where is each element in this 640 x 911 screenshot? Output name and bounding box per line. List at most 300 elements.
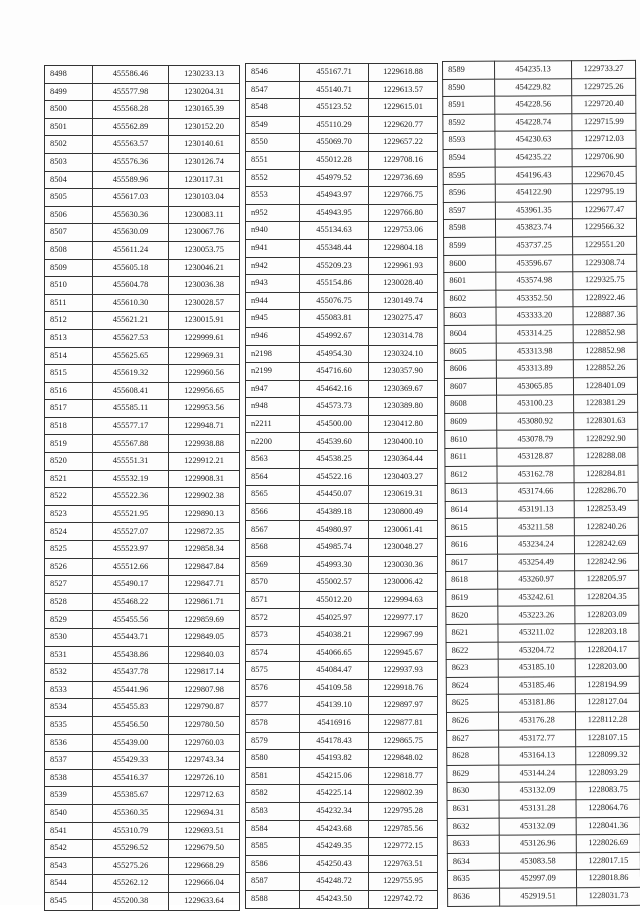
y-coordinate-cell: 1229945.67 — [369, 644, 438, 662]
point-id-cell: 8531 — [45, 646, 93, 664]
y-coordinate-cell: 1229802.39 — [369, 785, 438, 803]
table-row — [45, 558, 240, 576]
y-coordinate-cell: 1228017.15 — [576, 852, 640, 870]
table-row — [246, 644, 438, 662]
x-coordinate-cell: 455002.57 — [300, 574, 369, 592]
x-coordinate-cell: 455551.31 — [93, 453, 169, 471]
table-row — [447, 852, 640, 871]
table-row — [444, 271, 637, 290]
point-id-cell: 8580 — [246, 750, 300, 768]
y-coordinate-cell: 1228852.98 — [573, 324, 637, 342]
x-coordinate-cell: 455608.41 — [93, 382, 169, 400]
point-id-cell: 8577 — [246, 697, 300, 715]
table-row — [246, 363, 438, 381]
x-coordinate-cell: 455568.28 — [93, 101, 169, 119]
x-coordinate-cell: 454943.97 — [300, 187, 369, 205]
point-id-cell: 8534 — [45, 699, 93, 717]
point-id-cell: 8624 — [446, 677, 498, 695]
table-row — [444, 342, 637, 361]
point-id-cell: 8568 — [246, 539, 300, 557]
y-coordinate-cell: 1230357.90 — [369, 363, 438, 381]
x-coordinate-cell: 454243.68 — [300, 820, 369, 838]
y-coordinate-cell: 1229847.84 — [169, 558, 240, 576]
table-row — [45, 470, 240, 488]
x-coordinate-cell: 455456.50 — [93, 716, 169, 734]
point-id-cell: 8538 — [45, 769, 93, 787]
table-row — [45, 681, 240, 699]
point-id-cell: n2198 — [246, 345, 300, 363]
y-coordinate-cell: 1229847.71 — [169, 576, 240, 594]
x-coordinate-cell: 455296.52 — [93, 840, 169, 858]
table-row — [45, 136, 240, 154]
y-coordinate-cell: 1230015.91 — [169, 312, 240, 330]
x-coordinate-cell: 455512.66 — [93, 558, 169, 576]
y-coordinate-cell: 1229877.81 — [369, 714, 438, 732]
x-coordinate-cell: 455443.71 — [93, 629, 169, 647]
y-coordinate-cell: 1228852.26 — [573, 359, 637, 377]
point-id-cell: 8579 — [246, 732, 300, 750]
table-row — [45, 294, 240, 312]
x-coordinate-cell: 455262.12 — [93, 875, 169, 893]
x-coordinate-cell: 455625.65 — [93, 347, 169, 365]
x-coordinate-cell: 454139.10 — [300, 697, 369, 715]
table-row — [45, 83, 240, 101]
point-id-cell: 8605 — [444, 343, 496, 361]
point-id-cell: 8582 — [246, 785, 300, 803]
point-id-cell: 8518 — [45, 417, 93, 435]
y-coordinate-cell: 1230403.27 — [369, 468, 438, 486]
table-row — [45, 66, 240, 84]
x-coordinate-cell: 453242.61 — [498, 589, 575, 607]
table-row — [246, 257, 438, 275]
point-id-cell: 8588 — [246, 890, 300, 908]
point-id-cell: 8583 — [246, 802, 300, 820]
point-id-cell: 8613 — [445, 483, 497, 501]
y-coordinate-cell: 1229712.03 — [572, 131, 636, 149]
point-id-cell: 8574 — [246, 644, 300, 662]
point-id-cell: 8528 — [45, 593, 93, 611]
y-coordinate-cell: 1230053.75 — [169, 241, 240, 259]
point-id-cell: 8500 — [45, 101, 93, 119]
x-coordinate-cell: 454235.13 — [495, 61, 572, 79]
table-row — [443, 166, 636, 185]
table-row — [246, 398, 438, 416]
x-coordinate-cell: 454215.06 — [300, 767, 369, 785]
x-coordinate-cell: 455348.44 — [300, 239, 369, 257]
table-row — [445, 412, 638, 431]
x-coordinate-cell: 453204.72 — [498, 641, 575, 659]
table-row — [45, 206, 240, 224]
x-coordinate-cell: 454025.97 — [300, 609, 369, 627]
point-id-cell: 8630 — [447, 783, 499, 801]
x-coordinate-cell: 455439.00 — [93, 734, 169, 752]
table-row — [246, 292, 438, 310]
x-coordinate-cell: 454066.65 — [300, 644, 369, 662]
point-id-cell: 8570 — [246, 574, 300, 592]
table-row — [45, 804, 240, 822]
x-coordinate-cell: 454500.00 — [300, 415, 369, 433]
x-coordinate-cell: 455416.37 — [93, 769, 169, 787]
point-id-cell: 8499 — [45, 83, 93, 101]
point-id-cell: 8540 — [45, 804, 93, 822]
y-coordinate-cell: 1228922.46 — [573, 289, 637, 307]
x-coordinate-cell: 455455.56 — [93, 611, 169, 629]
point-id-cell: 8621 — [446, 624, 498, 642]
x-coordinate-cell: 453181.86 — [498, 694, 575, 712]
point-id-cell: 8524 — [45, 523, 93, 541]
y-coordinate-cell: 1229613.57 — [369, 81, 438, 99]
table-row — [45, 241, 240, 259]
table-row — [45, 787, 240, 805]
x-coordinate-cell: 45416916 — [300, 714, 369, 732]
table-row — [246, 64, 438, 82]
x-coordinate-cell: 453065.85 — [496, 377, 573, 395]
x-coordinate-cell: 453313.89 — [496, 360, 573, 378]
y-coordinate-cell: 1229961.93 — [369, 257, 438, 275]
table-row — [246, 222, 438, 240]
y-coordinate-cell: 1229967.99 — [369, 627, 438, 645]
y-coordinate-cell: 1229795.28 — [369, 802, 438, 820]
y-coordinate-cell: 1229620.77 — [369, 116, 438, 134]
table-row — [45, 840, 240, 858]
x-coordinate-cell: 455209.23 — [300, 257, 369, 275]
table-row — [45, 224, 240, 242]
y-coordinate-cell: 1228286.70 — [574, 483, 638, 501]
point-id-cell: 8615 — [445, 519, 497, 537]
point-id-cell: 8567 — [246, 521, 300, 539]
y-coordinate-cell: 1230204.31 — [169, 83, 240, 101]
table-row — [246, 556, 438, 574]
y-coordinate-cell: 1229693.51 — [169, 822, 240, 840]
point-id-cell: n952 — [246, 204, 300, 222]
point-id-cell: 8553 — [246, 187, 300, 205]
x-coordinate-cell: 454389.18 — [300, 503, 369, 521]
x-coordinate-cell: 453080.92 — [497, 413, 574, 431]
x-coordinate-cell: 455437.78 — [93, 664, 169, 682]
point-id-cell: 8569 — [246, 556, 300, 574]
point-id-cell: 8625 — [446, 695, 498, 713]
y-coordinate-cell: 1230314.78 — [369, 327, 438, 345]
x-coordinate-cell: 453352.50 — [496, 289, 573, 307]
x-coordinate-cell: 453313.98 — [496, 342, 573, 360]
table-row — [448, 887, 640, 906]
table-row — [246, 785, 438, 803]
y-coordinate-cell: 1229760.03 — [169, 734, 240, 752]
table-row — [45, 752, 240, 770]
y-coordinate-cell: 1228887.36 — [573, 307, 637, 325]
x-coordinate-cell: 455610.30 — [93, 294, 169, 312]
point-id-cell: 8508 — [45, 241, 93, 259]
point-id-cell: 8620 — [446, 607, 498, 625]
table-row — [246, 415, 438, 433]
y-coordinate-cell: 1229677.47 — [572, 201, 636, 219]
x-coordinate-cell: 453823.74 — [495, 219, 572, 237]
point-id-cell: 8581 — [246, 767, 300, 785]
x-coordinate-cell: 455167.71 — [300, 64, 369, 82]
y-coordinate-cell: 1228194.99 — [575, 676, 639, 694]
y-coordinate-cell: 1229937.93 — [369, 662, 438, 680]
table-row — [45, 118, 240, 136]
x-coordinate-cell: 453132.09 — [499, 782, 576, 800]
x-coordinate-cell: 455577.98 — [93, 83, 169, 101]
point-id-cell: 8515 — [45, 365, 93, 383]
point-id-cell: 8551 — [246, 151, 300, 169]
table-row — [446, 571, 639, 590]
table-row — [443, 96, 636, 115]
x-coordinate-cell: 455012.20 — [300, 591, 369, 609]
x-coordinate-cell: 453574.98 — [496, 272, 573, 290]
table-row — [445, 465, 638, 484]
x-coordinate-cell: 452919.51 — [500, 888, 577, 906]
y-coordinate-cell: 1228112.28 — [575, 711, 639, 729]
coordinate-table-3 — [442, 60, 640, 907]
x-coordinate-cell: 455562.89 — [93, 118, 169, 136]
y-coordinate-cell: 1230030.36 — [369, 556, 438, 574]
x-coordinate-cell: 455589.96 — [93, 171, 169, 189]
point-id-cell: 8604 — [444, 325, 496, 343]
y-coordinate-cell: 1228083.75 — [576, 782, 640, 800]
point-id-cell: 8511 — [45, 294, 93, 312]
table-row — [444, 324, 637, 343]
point-id-cell: n947 — [246, 380, 300, 398]
point-id-cell: 8618 — [446, 571, 498, 589]
y-coordinate-cell: 1229772.15 — [369, 838, 438, 856]
point-id-cell: 8526 — [45, 558, 93, 576]
x-coordinate-cell: 453083.58 — [499, 852, 576, 870]
table-row — [246, 169, 438, 187]
x-coordinate-cell: 455083.81 — [300, 310, 369, 328]
x-coordinate-cell: 455521.95 — [93, 505, 169, 523]
x-coordinate-cell: 455429.33 — [93, 752, 169, 770]
table-row — [447, 782, 640, 801]
y-coordinate-cell: 1229720.40 — [572, 96, 636, 114]
point-id-cell: 8584 — [246, 820, 300, 838]
y-coordinate-cell: 1229818.77 — [369, 767, 438, 785]
table-row — [45, 189, 240, 207]
y-coordinate-cell: 1229726.10 — [169, 769, 240, 787]
x-coordinate-cell: 453185.10 — [498, 659, 575, 677]
table-row — [246, 767, 438, 785]
y-coordinate-cell: 1228381.29 — [574, 395, 638, 413]
point-id-cell: 8542 — [45, 840, 93, 858]
point-id-cell: 8631 — [447, 800, 499, 818]
point-id-cell: 8544 — [45, 875, 93, 893]
y-coordinate-cell: 1229668.29 — [169, 857, 240, 875]
table-row — [246, 855, 438, 873]
point-id-cell: 8591 — [443, 96, 495, 114]
x-coordinate-cell: 454642.16 — [300, 380, 369, 398]
x-coordinate-cell: 454980.97 — [300, 521, 369, 539]
table-row — [246, 521, 438, 539]
y-coordinate-cell: 1228203.18 — [575, 623, 639, 641]
point-id-cell: 8612 — [445, 466, 497, 484]
y-coordinate-cell: 1229657.22 — [369, 134, 438, 152]
y-coordinate-cell: 1229861.71 — [169, 593, 240, 611]
table-row — [444, 359, 637, 378]
table-row — [445, 535, 638, 554]
table-row — [246, 873, 438, 891]
y-coordinate-cell: 1228242.69 — [574, 535, 638, 553]
point-id-cell: n942 — [246, 257, 300, 275]
point-id-cell: 8587 — [246, 873, 300, 891]
x-coordinate-cell: 455110.29 — [300, 116, 369, 134]
coordinate-table-1 — [44, 65, 240, 911]
x-coordinate-cell: 454716.60 — [300, 363, 369, 381]
table-row — [446, 694, 639, 713]
y-coordinate-cell: 1229859.69 — [169, 611, 240, 629]
x-coordinate-cell: 453260.97 — [498, 571, 575, 589]
point-id-cell: 8603 — [444, 307, 496, 325]
y-coordinate-cell: 1229780.50 — [169, 716, 240, 734]
point-id-cell: 8529 — [45, 611, 93, 629]
y-coordinate-cell: 1229785.56 — [369, 820, 438, 838]
table-row — [45, 435, 240, 453]
point-id-cell: 8628 — [447, 747, 499, 765]
x-coordinate-cell: 455123.52 — [300, 99, 369, 117]
x-coordinate-cell: 455310.79 — [93, 822, 169, 840]
point-id-cell: 8609 — [445, 413, 497, 431]
x-coordinate-cell: 453185.46 — [498, 676, 575, 694]
point-id-cell: 8632 — [447, 818, 499, 836]
x-coordinate-cell: 455563.57 — [93, 136, 169, 154]
point-id-cell: 8550 — [246, 134, 300, 152]
coordinate-table-2 — [245, 63, 438, 909]
x-coordinate-cell: 454573.73 — [300, 398, 369, 416]
table-row — [246, 433, 438, 451]
x-coordinate-cell: 455621.21 — [93, 312, 169, 330]
point-id-cell: 8611 — [445, 448, 497, 466]
table-row — [45, 629, 240, 647]
table-row — [45, 101, 240, 119]
point-id-cell: 8623 — [446, 659, 498, 677]
y-coordinate-cell: 1229858.34 — [169, 541, 240, 559]
y-coordinate-cell: 1230400.10 — [369, 433, 438, 451]
point-id-cell: 8552 — [246, 169, 300, 187]
point-id-cell: 8501 — [45, 118, 93, 136]
y-coordinate-cell: 1229817.14 — [169, 664, 240, 682]
table-row — [246, 890, 438, 908]
x-coordinate-cell: 455069.70 — [300, 134, 369, 152]
point-id-cell: 8503 — [45, 153, 93, 171]
x-coordinate-cell: 455585.11 — [93, 400, 169, 418]
x-coordinate-cell: 454993.30 — [300, 556, 369, 574]
point-id-cell: n945 — [246, 310, 300, 328]
x-coordinate-cell: 454522.16 — [300, 468, 369, 486]
y-coordinate-cell: 1229763.51 — [369, 855, 438, 873]
x-coordinate-cell: 455455.83 — [93, 699, 169, 717]
x-coordinate-cell: 455438.86 — [93, 646, 169, 664]
table-row — [246, 697, 438, 715]
table-row — [445, 500, 638, 519]
x-coordinate-cell: 453234.24 — [497, 536, 574, 554]
point-id-cell: 8596 — [443, 184, 495, 202]
y-coordinate-cell: 1228204.17 — [575, 641, 639, 659]
table-row — [45, 699, 240, 717]
point-id-cell: 8516 — [45, 382, 93, 400]
y-coordinate-cell: 1229948.71 — [169, 417, 240, 435]
y-coordinate-cell: 1229790.87 — [169, 699, 240, 717]
point-id-cell: 8506 — [45, 206, 93, 224]
table-row — [45, 382, 240, 400]
point-id-cell: 8572 — [246, 609, 300, 627]
y-coordinate-cell: 1229733.27 — [572, 60, 636, 78]
point-id-cell: n940 — [246, 222, 300, 240]
point-id-cell: 8513 — [45, 329, 93, 347]
table-row — [246, 151, 438, 169]
y-coordinate-cell: 1229912.21 — [169, 453, 240, 471]
y-coordinate-cell: 1229633.64 — [169, 892, 240, 910]
table-row — [443, 131, 636, 150]
x-coordinate-cell: 455468.22 — [93, 593, 169, 611]
y-coordinate-cell: 1229712.63 — [169, 787, 240, 805]
y-coordinate-cell: 1228107.15 — [576, 729, 640, 747]
point-id-cell: 8619 — [446, 589, 498, 607]
y-coordinate-cell: 1230275.47 — [369, 310, 438, 328]
y-coordinate-cell: 1230369.67 — [369, 380, 438, 398]
table-row — [45, 541, 240, 559]
table-row — [444, 254, 637, 273]
table-row — [246, 275, 438, 293]
point-id-cell: 8537 — [45, 752, 93, 770]
x-coordinate-cell: 453333.20 — [496, 307, 573, 325]
table-row — [246, 187, 438, 205]
table-row — [246, 627, 438, 645]
point-id-cell: 8520 — [45, 453, 93, 471]
table-row — [45, 417, 240, 435]
x-coordinate-cell: 455586.46 — [93, 66, 169, 84]
y-coordinate-cell: 1229872.35 — [169, 523, 240, 541]
point-id-cell: 8573 — [246, 627, 300, 645]
point-id-cell: 8502 — [45, 136, 93, 154]
x-coordinate-cell: 455385.67 — [93, 787, 169, 805]
y-coordinate-cell: 1230083.11 — [169, 206, 240, 224]
x-coordinate-cell: 455532.19 — [93, 470, 169, 488]
x-coordinate-cell: 455627.53 — [93, 329, 169, 347]
x-coordinate-cell: 454235.22 — [495, 149, 572, 167]
y-coordinate-cell: 1229618.88 — [369, 64, 438, 82]
point-id-cell: n2211 — [246, 415, 300, 433]
point-id-cell: 8602 — [444, 290, 496, 308]
point-id-cell: 8616 — [445, 536, 497, 554]
table-row — [246, 310, 438, 328]
x-coordinate-cell: 453737.25 — [496, 237, 573, 255]
x-coordinate-cell: 454450.07 — [300, 486, 369, 504]
table-row — [246, 81, 438, 99]
point-id-cell: 8512 — [45, 312, 93, 330]
table-row — [443, 78, 636, 97]
table-row — [444, 377, 637, 396]
point-id-cell: 8543 — [45, 857, 93, 875]
y-coordinate-cell: 1229969.31 — [169, 347, 240, 365]
point-id-cell: 8636 — [448, 888, 500, 906]
point-id-cell: 8563 — [246, 451, 300, 469]
x-coordinate-cell: 453144.24 — [499, 764, 576, 782]
y-coordinate-cell: 1230165.39 — [169, 101, 240, 119]
x-coordinate-cell: 455611.24 — [93, 241, 169, 259]
point-id-cell: 8597 — [443, 202, 495, 220]
point-id-cell: 8504 — [45, 171, 93, 189]
x-coordinate-cell: 455630.36 — [93, 206, 169, 224]
table-row — [246, 838, 438, 856]
table-row — [445, 518, 638, 537]
x-coordinate-cell: 454232.34 — [300, 802, 369, 820]
table-row — [45, 347, 240, 365]
y-coordinate-cell: 1229766.75 — [369, 187, 438, 205]
y-coordinate-cell: 1230028.57 — [169, 294, 240, 312]
x-coordinate-cell: 455012.28 — [300, 151, 369, 169]
y-coordinate-cell: 1229953.56 — [169, 400, 240, 418]
x-coordinate-cell: 455576.36 — [93, 153, 169, 171]
